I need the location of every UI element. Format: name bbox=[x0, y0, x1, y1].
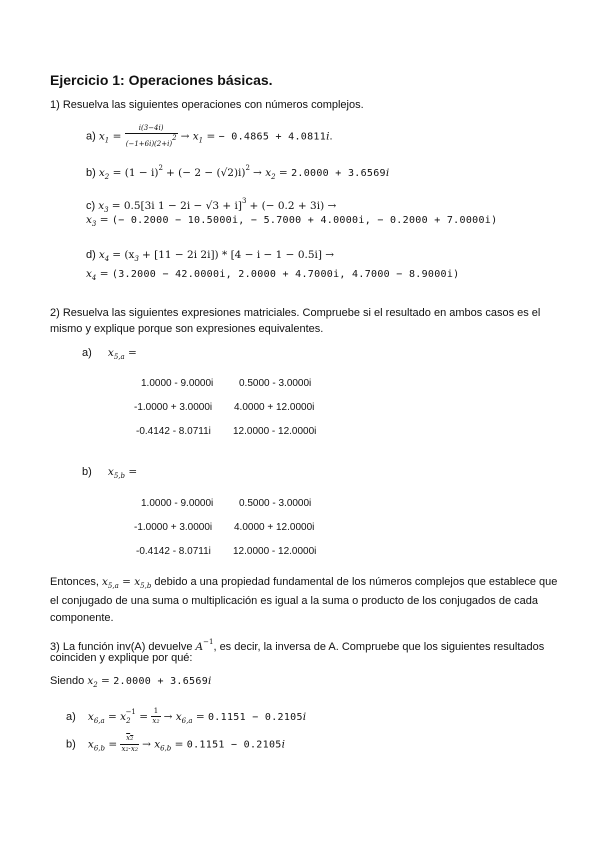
result-1d: (3.2000 − 42.0000i, 2.0000 + 4.7000i, 4.7000 − 8.9000i) bbox=[111, 269, 460, 280]
period: . bbox=[329, 130, 333, 143]
expr-1b-part1: (1 − i) bbox=[124, 167, 159, 179]
result-1b: 2.0000 + 3.6569 bbox=[291, 168, 386, 179]
result-1a: − 0.4865 + 4.0811 bbox=[218, 131, 327, 143]
matrix-b-heading: b) $x_{5,b}$ = bbox=[82, 466, 138, 480]
result-3a: 0.1151 − 0.2105 bbox=[207, 712, 303, 723]
matrix-a-cell: 0.5000 - 3.0000i bbox=[239, 378, 312, 389]
expr-1b-exp2: 2 bbox=[245, 164, 250, 172]
item-1c-line1: c) $x_3 = 0.5[3i$ 1 − 2i − √3 + i]$^3$ + (− 0.2 + 3i) → bbox=[86, 197, 337, 214]
matrix-b-cell: 4.0000 + 12.0000i bbox=[234, 522, 315, 533]
item-1c-line2: $x_3$ = (− 0.2000 − 10.5000i, − 5.7000 + 4.0000i, − 0.2000 + 7.0000i) bbox=[86, 214, 498, 228]
siendo-value: 2.0000 + 3.6569 bbox=[113, 676, 209, 687]
fraction-1a bbox=[125, 124, 178, 149]
expr-1d-part2: + [11 − 2i 2i]) * [4 − i − 1 − 0.5i] → bbox=[141, 249, 335, 261]
matrix-b-cell: 1.0000 - 9.0000i bbox=[141, 498, 214, 509]
conclusion-rest: debido a una propiedad fundamental de los números complejos que establece que bbox=[154, 576, 558, 588]
siendo-label: Siendo bbox=[50, 675, 85, 687]
fraction-3b: $\frac{x2}{x2\cdot x2}$ bbox=[121, 734, 138, 753]
expr-1d-part1: = (x bbox=[112, 249, 135, 261]
section-2-intro-line2: mismo y explique porque son expresiones equivalentes. bbox=[50, 323, 324, 335]
siendo-line: Siendo $x_2 = 2.0000 + 3.6569i$ bbox=[50, 675, 212, 689]
item-3a: a) $x_{6,a} = x_2^{-1}$ = $\frac{1}{x2}$ → $x_{6,a} = 0.1151 - 0.2105i$ bbox=[66, 707, 307, 726]
imag-unit: i bbox=[326, 130, 330, 143]
section-3-intro-line1: 3) La función inv(A) devuelve $A^{-1}$, es decir, la inversa de A. Compruebe que los siguientes resultados bbox=[50, 638, 545, 653]
imag-unit: i bbox=[302, 711, 307, 723]
section-3-intro-rest: , es decir, la inversa de A. Compruebe que los siguientes resultados bbox=[213, 641, 545, 653]
item-1d-line2: $x_4 = (3.2000 - 42.0000i$, 2.0000 + 4.7000i, 4.7000 − 8.9000i) bbox=[86, 268, 460, 282]
matrix-a-cell: 4.0000 + 12.0000i bbox=[234, 402, 315, 413]
conclusion-line1: Entonces, $x_{5,a} = x_{5,b}$ debido a una propiedad fundamental de los números complejos que establece que bbox=[50, 576, 558, 590]
conclusion-line2: el conjugado de una suma o multiplicación es igual a la suma o producto de los conjugados de cada bbox=[50, 595, 538, 607]
item-3a-label: a) bbox=[66, 711, 76, 723]
fraction-1a-numerator: i(3−4i) bbox=[125, 124, 178, 134]
matrix-a-cell: 12.0000 - 12.0000i bbox=[233, 426, 317, 437]
matrix-a-heading: a) $x_{5,a}$ = bbox=[82, 347, 137, 361]
conclusion-sub-a: 5,a bbox=[107, 582, 119, 590]
section-2-intro-line1: 2) Resuelva las siguientes expresiones matriciales. Compruebe si el resultado en ambos casos es el bbox=[50, 307, 541, 319]
conclusion-start: Entonces, bbox=[50, 576, 99, 588]
item-1d-line1: d) $x_4 = (x_3 + [11 - 2i$ 2i]) * [4 − i − 1 − 0.5i] → bbox=[86, 249, 335, 263]
matrix-b-cell: -0.4142 - 8.0711i bbox=[136, 546, 211, 557]
item-1d-label: d) bbox=[86, 249, 96, 261]
section-3-intro-line2: coinciden y explique por qué: bbox=[50, 652, 193, 664]
conclusion-line3: componente. bbox=[50, 612, 114, 624]
item-3b-label: b) bbox=[66, 738, 76, 751]
matrix-a-sub: 5,a bbox=[113, 353, 125, 361]
fraction-1a-denominator: (−1+6i)(2+i) bbox=[125, 140, 173, 148]
imag-unit: i bbox=[385, 167, 390, 179]
item-1b-label: b) bbox=[86, 167, 96, 179]
expr-1c-exp1: 3 bbox=[241, 197, 247, 205]
matrix-a-label: a) bbox=[82, 347, 92, 359]
conclusion-sub-b: 5,b bbox=[140, 582, 152, 590]
matrix-a-cell: -0.4142 - 8.0711i bbox=[136, 426, 211, 437]
matrix-b-label: b) bbox=[82, 466, 92, 478]
matrix-b-sub: 5,b bbox=[113, 472, 125, 480]
fraction-3a: $\frac{1}{x2}$ bbox=[152, 707, 160, 726]
item-1a: a) $x_1$ = $\frac{i(3-4i)}{(-1+6i)(2+i)2}$ → $x_1$ = − 0.4865 + 4.0811i. bbox=[86, 124, 333, 148]
matrix-a-cell: 1.0000 - 9.0000i bbox=[141, 378, 214, 389]
result-3b: 0.1151 − 0.2105 bbox=[186, 739, 282, 751]
item-1c-label: c) bbox=[86, 200, 96, 212]
matrix-b-cell: 12.0000 - 12.0000i bbox=[233, 546, 317, 557]
expr-1b-exp1: 2 bbox=[158, 164, 163, 172]
expr-1c-part1: = 0.5[3i 1 − 2i − √3 + i] bbox=[111, 200, 242, 212]
expr-1b-part2: + (− 2 − (√2)i) bbox=[165, 167, 246, 179]
imag-unit: i bbox=[281, 738, 285, 751]
matrix-a-cell: -1.0000 + 3.0000i bbox=[134, 402, 213, 413]
imag-unit: i bbox=[208, 675, 212, 687]
matrix-b-cell: -1.0000 + 3.0000i bbox=[134, 522, 213, 533]
result-1c: (− 0.2000 − 10.5000i, − 5.7000 + 4.0000i, − 0.2000 + 7.0000i) bbox=[111, 215, 498, 226]
section-1-intro: 1) Resuelva las siguientes operaciones con números complejos. bbox=[50, 99, 364, 111]
fraction-1a-exponent: 2 bbox=[172, 134, 177, 142]
item-3b: b) $x_{6,b}$ = $\frac{x2}{x2\cdot x2}$ → $x_{6,b} = 0.1151 - 0.2105i$ bbox=[66, 734, 285, 753]
page-title: Ejercicio 1: Operaciones básicas. bbox=[50, 72, 273, 88]
item-1b: b) $x_2 = (1 - i)^2$ + (− $2 - (√2)i)^2 \to x_2 = 2.0000 + 3.6569i$ bbox=[86, 164, 390, 181]
item-1a-label: a) bbox=[86, 130, 96, 143]
section-3-intro-start: 3) La función inv(A) devuelve bbox=[50, 641, 193, 653]
expr-1c-part2: + (− 0.2 + 3i) → bbox=[249, 200, 337, 212]
matrix-b-cell: 0.5000 - 3.0000i bbox=[239, 498, 312, 509]
